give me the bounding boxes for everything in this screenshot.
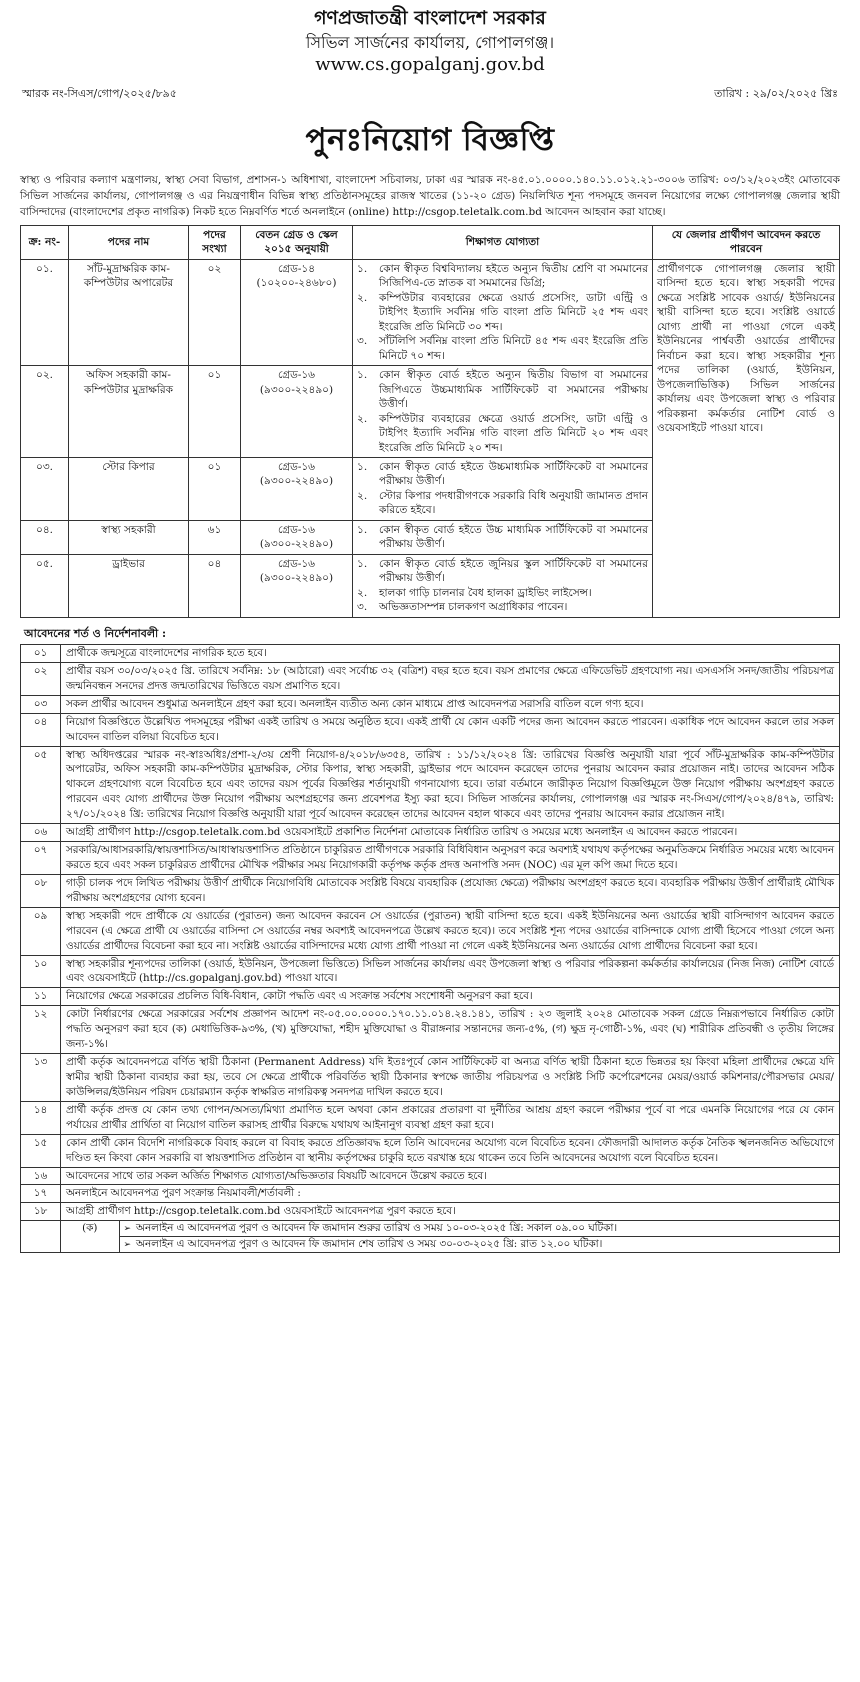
condition-row [21, 713, 840, 746]
post-name: স্বাস্থ্য সহকারী [69, 520, 189, 554]
condition-number: ০৬ [21, 824, 61, 842]
condition-text: কোটা নির্ধারণের ক্ষেত্রে সরকারের সর্বশেষ প্রজ্ঞাপন আদেশ নং-০৫.০০.০০০০.১৭০.১১.০১৪.২৪.১৪১, তারিখ : ২৩ জুলাই ২০২৪ মোতাবেক সকল গ্রেডে নিম্নরূপভাবে নির্ধারিত কোটা পদ্ধতি অনুসরণ করা হবে (ক) মেধাভিত্তিক-৯৩%, (খ) মুক্তিযোদ্ধা, শহীদ মুক্তিযোদ্ধা ও বীরাঙ্গনার সন্তানদের জন্য-৫%, (গ) ক্ষুদ্র নৃ-গোষ্ঠী-১%, এবং (ঘ) শারীরিক প্রতিবন্ধী ও তৃতীয় লিঙ্গের জন্য-১%। [61, 1006, 840, 1054]
pay-grade-cell [241, 366, 353, 458]
condition-number: ১০ [21, 955, 61, 988]
condition-text: সকল প্রার্থীর আবেদন শুধুমাত্র অনলাইনে গ্রহণ করা হবে। অনলাইন ব্যতীত অন্য কোন মাধ্যমে প্রাপ্ত আবেদনপত্র সরাসরি বাতিল বলে গণ্য হবে। [61, 695, 840, 713]
condition-text: নিয়োগ বিজ্ঞপ্তিতে উল্লেখিত পদসমূহের পরীক্ষা একই তারিখ ও সময়ে অনুষ্ঠিত হবে। একই প্রার্থী যে কোন একটি পদের জন্য আবেদন করতে পারবেন। একাধিক পদে আবেদন করলে তার সকল আবেদন বাতিল বলিয়া বিবেচিত হবে। [61, 713, 840, 746]
col-post-name: পদের নাম [69, 225, 189, 259]
col-qualification: শিক্ষাগত যোগ্যতা [353, 225, 653, 259]
post-name: স্টোর কিপার [69, 457, 189, 520]
qualification-text: স্টোর কিপার পদধারীগণকে সরকারি বিধি অনুযায়ী জামানত প্রদান করিতে হইবে। [379, 489, 648, 517]
qualification-text: কোন স্বীকৃত বোর্ড হইতে উচ্চ মাধ্যমিক সার্টিফিকেট বা সমমানের পরীক্ষায় উত্তীর্ণ। [379, 523, 648, 551]
qualification-text: কোন স্বীকৃত বোর্ড হইতে উচ্চমাধ্যমিক সার্টিফিকেট বা সমমানের পরীক্ষায় উত্তীর্ণ। [379, 460, 648, 488]
condition-row [21, 824, 840, 842]
condition-number: ১৫ [21, 1134, 61, 1167]
condition-number: ০৭ [21, 842, 61, 875]
schedule-number-cell [21, 1221, 61, 1253]
notice-date: তারিখ : ২৯/০২/২০২৫ খ্রিঃ [714, 86, 838, 100]
letterhead [20, 6, 840, 78]
post-serial: ০৫. [21, 554, 69, 617]
qualification-text: কোন স্বীকৃত বিশ্ববিদ্যালয় হইতে অন্যুন দ্বিতীয় শ্রেণি বা সমমানের সিজিপিএ-তে স্নাতক বা সমমানের ডিগ্রি; [379, 262, 648, 290]
qualification-cell [353, 259, 653, 365]
qualification-text: কোন স্বীকৃত বোর্ড হইতে অন্যুন দ্বিতীয় বিভাগ বা সমমানের জিপিএতে উচ্চমাধ্যমিক সার্টিফিকেট বা সমমানের পরীক্ষায় উত্তীর্ণ। [379, 369, 648, 411]
col-serial: ক্র: নং- [21, 225, 69, 259]
qualification-text: সাঁটলিপি সর্বনিম্ন বাংলা প্রতি মিনিটে ৪৫ শব্দ এবং ইংরেজি প্রতি মিনিটে ৭০ শব্দ। [379, 335, 648, 362]
website-link[interactable]: www.cs.gopalganj.gov.bd [315, 54, 545, 76]
pay-scale: (৯৩০০-২২৪৯০) [259, 538, 334, 551]
condition-number: ১৩ [21, 1054, 61, 1102]
table-row [21, 259, 840, 365]
conditions-heading: আবেদনের শর্ত ও নির্দেশনাবলী : [24, 626, 167, 640]
condition-row [21, 874, 840, 907]
condition-text: আগ্রহী প্রার্থীগণ http://csgop.teletalk.com.bd ওয়েবসাইটে আবেদনপত্র পুরণ করতে হবে। [61, 1203, 840, 1221]
post-count: ০১ [189, 366, 241, 458]
schedule-row [21, 1221, 840, 1253]
office-name: সিভিল সার্জনের কার্যালয়, গোপালগঞ্জ। [305, 32, 555, 52]
pay-grade: গ্রেড-১৬ [277, 460, 316, 473]
posts-table [20, 225, 840, 618]
qualification-item [357, 368, 648, 411]
qualification-item [357, 523, 648, 552]
qualification-item [357, 489, 648, 518]
condition-text: আগ্রহী প্রার্থীগণ http://csgop.teletalk.com.bd ওয়েবসাইটে প্রকাশিত নির্দেশনা মোতাবেক নির্ধারিত তারিখ ও সময়ের মধ্যে অনলাইন এ আবেদন করতে পারবেন। [61, 824, 840, 842]
qualification-item [357, 412, 648, 455]
condition-text: স্বাস্থ্য সহকারী পদে প্রার্থীকে যে ওয়ার্ডের (পুরাতন) জন্য আবেদন করবেন সে ওয়ার্ডের (পুরাতন) স্থায়ী বাসিন্দা হতে হবে। একই ইউনিয়নের অন্য ওয়ার্ডের স্থায়ী বাসিন্দাগণ আবেদন করতে পারবেন (এ ক্ষেত্রে প্রার্থী যে ওয়ার্ডের বাসিন্দা সে ওয়ার্ডের নম্বর অবশ্যই আবেদনপত্রে উল্লেখ করতে হবে)। তবে সংশ্লিষ্ট শূন্য পদের ওয়ার্ডের বাসিন্দাকে যোগ্য প্রার্থী হিসেবে পাওয়া গেলে অন্য ওয়ার্ডের প্রার্থীদের বিবেচনা করা হবে না। সংশ্লিষ্ট ওয়ার্ডের বাসিন্দাদের মধ্যে যোগ্য প্রার্থী পাওয়া না গেলে একই ইউনিয়নের অন্য ওয়ার্ডের যোগ্য প্রার্থীদের বিবেচনা করা হবে। [61, 907, 840, 955]
qualification-text: কোন স্বীকৃত বোর্ড হইতে জুনিয়র স্কুল সার্টিফিকেট বা সমমানের পরীক্ষায় উত্তীর্ণ। [379, 557, 648, 585]
pay-grade-cell [241, 259, 353, 365]
col-eligible-district: যে জেলার প্রার্থীগণ আবেদন করতে পারবেন [653, 225, 840, 259]
qualification-cell [353, 366, 653, 458]
condition-text: গাড়ী চালক পদে লিখিত পরীক্ষায় উত্তীর্ণ প্রার্থীকে নিয়োগবিধি মোতাবেক সংশ্লিষ্ট বিষয়ে ব্যবহারিক (প্রযোজ্য ক্ষেত্রে) পরীক্ষায় অংশগ্রহণ করতে হবে। ব্যবহারিক পরীক্ষায় উত্তীর্ণ প্রার্থীরাই মৌখিক পরীক্ষায় অংশগ্রহণের যোগ্য হবেন। [61, 874, 840, 907]
qualification-number: ১. [357, 523, 368, 536]
condition-text: প্রার্থীকে জন্মসূত্রে বাংলাদেশের নাগরিক হতে হবে। [61, 645, 840, 663]
schedule-key: (ক) [61, 1221, 119, 1252]
post-serial: ০৪. [21, 520, 69, 554]
condition-row [21, 695, 840, 713]
condition-text: সরকারি/আধাসরকারি/স্বায়ত্তশাসিত/আধাস্বায়ত্তশাসিত প্রতিষ্ঠানে চাকুরিরত প্রার্থীগণকে সরকারি বিধিবিধান অনুসরণ করে অবশ্যই যথাযথ কর্তৃপক্ষের অনুমতিক্রমে নির্ধারিত সময়ের মধ্যে আবেদন করতে হবে এবং সকল চাকুরিরত প্রার্থীদের মৌখিক পরীক্ষার সময় নিয়োগকারী কর্তৃপক্ষ কর্তৃক প্রদত্ত অনাপত্তি সনদ (NOC) এর মূল কপি জমা দিতে হবে। [61, 842, 840, 875]
condition-number: ০৯ [21, 907, 61, 955]
condition-text: স্বাস্থ্য সহকারীর শূন্যপদের তালিকা (ওয়ার্ড, ইউনিয়ন, উপজেলা ভিত্তিতে) সিভিল সার্জনের কার্যালয় এবং উপজেলা স্বাস্থ্য ও পরিবার পরিকল্পনা কর্মকর্তার কার্যালয়ের (নিজ নিজ) নোটিশ বোর্ডে এবং ওয়েবসাইটে (http://cs.gopalganj.gov.bd) পাওয়া যাবে। [61, 955, 840, 988]
pay-scale: (৯৩০০-২২৪৯০) [259, 475, 334, 488]
condition-number: ০৪ [21, 713, 61, 746]
condition-text: নিয়োগের ক্ষেত্রে সরকারের প্রচলিত বিধি-বিধান, কোটা পদ্ধতি এবং এ সংক্রান্ত সর্বশেষ সংশোধনী অনুসরণ করা হবে। [61, 988, 840, 1006]
schedule-item-cell [119, 1237, 839, 1253]
schedule-text: অনলাইন এ আবেদনপত্র পুরণ ও আবেদন ফি জমাদান শুরুর তারিখ ও সময় ১০-০৩-২০২৫ খ্রি: সকাল ০৯.০০ ঘটিকা। [136, 1222, 618, 1235]
notice-title: পুনঃনিয়োগ বিজ্ঞপ্তি [305, 121, 555, 158]
condition-row [21, 1167, 840, 1185]
condition-row [21, 746, 840, 824]
qualification-cell [353, 520, 653, 554]
condition-row [21, 1185, 840, 1203]
condition-number: ১৭ [21, 1185, 61, 1203]
post-count: ৬১ [189, 520, 241, 554]
condition-text: অনলাইনে আবেদনপত্র পুরণ সংক্রান্ত নিয়মাবলী/শর্তাবলী : [61, 1185, 840, 1203]
pay-scale: (৯৩০০-২২৪৯০) [259, 572, 334, 585]
pay-grade-cell [241, 457, 353, 520]
qualification-cell [353, 554, 653, 617]
condition-row [21, 662, 840, 695]
schedule-item [61, 1221, 839, 1237]
qualification-cell [353, 457, 653, 520]
condition-text: প্রার্থী কর্তৃক আবেদনপত্রে বর্ণিত স্থায়ী ঠিকানা (Permanent Address) যদি ইতঃপূর্বে কোন সার্টিফিকেট বা অন্যত্র বর্ণিত স্থায়ী ঠিকানা হতে ভিন্নতর হয় কিংবা মহিলা প্রার্থীদের ক্ষেত্রে যদি স্বামীর স্থায়ী ঠিকানা ব্যবহার করা হয়, তবে সে ক্ষেত্রে প্রার্থীকে পরিবর্তিত স্থায়ী ঠিকানার স্বপক্ষে জাতীয় পরিচয়পত্র ও সংশ্লিষ্ট সিটি কর্পোরেশনের মেয়র/ওয়ার্ড কমিশনার/পৌরসভার মেয়র/কাউন্সিলর/ইউনিয়ন পরিষদ চেয়ারম্যান কর্তৃক স্বাক্ষরিত নাগরিকত্ব সনদপত্র দাখিল করতে হবে। [61, 1054, 840, 1102]
qualification-item [357, 262, 648, 291]
arrow-bullet-icon: ➢ [123, 1224, 132, 1235]
condition-row [21, 645, 840, 663]
condition-number: ১১ [21, 988, 61, 1006]
qualification-list [357, 523, 648, 552]
intro-paragraph: স্বাস্থ্য ও পরিবার কল্যাণ মন্ত্রণালয়, স্বাস্থ্য সেবা বিভাগ, প্রশাসন-১ অধিশাখা, বাংলাদেশ সচিবালয়, ঢাকা এর স্মারক নং-৪৫.০১.০০০০.১৪০.১১.০১২.২১-৩০০৬ তারিখ: ০৩/১২/২০২৩ইং মোতাবেক সিভিল সার্জনের কার্যালয়, গোপালগঞ্জ ও এর নিয়ন্ত্রণাধীন বিভিন্ন স্বাস্থ্য প্রতিষ্ঠানসমূহের রাজস্ব খাতের (১১-২০ গ্রেড) নিয়লিখিত শূন্য পদসমূহে জনবল নিয়োগের লক্ষ্যে গোপালগঞ্জ জেলার স্থায়ী বাসিন্দাদের (বাংলাদেশের প্রকৃত নাগরিক) নিকট হতে নিম্নবর্ণিত শর্তে অনলাইনে (online) http://csgop.teletalk.com.bd আবেদন আহবান করা যাচ্ছে। [20, 174, 840, 218]
schedule-item [61, 1237, 839, 1253]
qualification-item [357, 586, 648, 600]
post-serial: ০২. [21, 366, 69, 458]
qualification-number: ২. [357, 412, 368, 425]
post-serial: ০৩. [21, 457, 69, 520]
qualification-list [357, 368, 648, 455]
qualification-text: কম্পিউটার ব্যবহারের ক্ষেত্রে ওয়ার্ড প্রসেসিং, ডাটা এন্ট্রি ও টাইপিং ইত্যাদি সর্বনিম্ন গতি বাংলা প্রতি মিনিটে ২৫ শব্দ এবং ইংরেজি প্রতি মিনিটে ৩০ শব্দ। [379, 291, 648, 333]
condition-number: ০২ [21, 662, 61, 695]
pay-grade: গ্রেড-১৬ [277, 369, 316, 382]
condition-number: ১৪ [21, 1101, 61, 1134]
condition-text: প্রার্থীর বয়স ৩০/০৩/২০২৫ খ্রি. তারিখে সর্বনিম্ন: ১৮ (আঠারো) এবং সর্বোচ্চ ৩২ (বত্রিশ) বছর হতে হবে। বয়স প্রমাণের ক্ষেত্রে এফিডেভিট গ্রহণযোগ্য নয়। এসএসসি সনদ/জাতীয় পরিচয়পত্র জন্মনিবন্ধন সনদের প্রদত্ত জন্মতারিখের ভিত্তিতে বয়স প্রমাণিত হবে। [61, 662, 840, 695]
condition-text: কোন প্রার্থী কোন বিদেশি নাগরিককে বিবাহ করলে বা বিবাহ করতে প্রতিজ্ঞাবদ্ধ হলে তিনি আবেদনের অযোগ্য বলে বিবেচিত হবেন। ফৌজদারী আদালত কর্তৃক নৈতিক স্খলনজনিত অভিযোগে দণ্ডিত হন কিংবা কোন সরকারি বা স্বায়ত্তশাসিত প্রতিষ্ঠান বা স্থানীয় কর্তৃপক্ষের চাকুরি হতে বরখাস্ত হয়ে থাকেন তবে তিনি আবেদনের অযোগ্য বলে বিবেচিত হবেন। [61, 1134, 840, 1167]
qualification-number: ২. [357, 586, 368, 599]
condition-number: ১৮ [21, 1203, 61, 1221]
condition-row [21, 1006, 840, 1054]
pay-grade: গ্রেড-১৬ [277, 523, 316, 536]
qualification-item [357, 291, 648, 334]
pay-grade: গ্রেড-১৬ [277, 557, 316, 570]
post-name: সাঁট-মুদ্রাক্ষরিক কাম-কম্পিউটার অপারেটর [69, 259, 189, 365]
qualification-number: ১. [357, 557, 368, 570]
qualification-number: ১. [357, 262, 368, 275]
eligible-district-note: প্রার্থীগণকে গোপালগঞ্জ জেলার স্থায়ী বাসিন্দা হতে হবে। স্বাস্থ্য সহকারী পদের ক্ষেত্রে সংশ্লিষ্ট সাবেক ওয়ার্ড/ ইউনিয়নের স্থায়ী বাসিন্দা হতে হবে। সংশ্লিষ্ট ওয়ার্ডে যোগ্য প্রার্থী না পাওয়া গেলে একই ইউনিয়নের পার্শ্ববর্তী ওয়ার্ডের প্রার্থীদের নির্বাচন করা হবে। স্বাস্থ্য সহকারীর শূন্য পদের তালিকা (ওয়ার্ড, ইউনিয়ন, উপজেলাভিত্তিক) সিভিল সার্জনের কার্যালয় এবং উপজেলা স্বাস্থ্য ও পরিবার পরিকল্পনা কর্মকর্তার নোটিশ বোর্ড ও ওয়েবসাইটে পাওয়া যাবে। [653, 259, 840, 617]
qualification-number: ২. [357, 489, 368, 502]
qualification-list [357, 557, 648, 615]
qualification-number: ৩. [357, 335, 368, 348]
col-post-count: পদের সংখ্যা [189, 225, 241, 259]
condition-number: ০৮ [21, 874, 61, 907]
qualification-text: হালকা গাড়ি চালনার বৈধ হালকা ড্রাইভিং লাইসেন্স। [379, 586, 592, 599]
pay-grade-cell [241, 520, 353, 554]
condition-row [21, 1134, 840, 1167]
qualification-number: ৩. [357, 601, 368, 614]
post-name: অফিস সহকারী কাম-কম্পিউটার মুদ্রাক্ষরিক [69, 366, 189, 458]
schedule-text: অনলাইন এ আবেদনপত্র পুরণ ও আবেদন ফি জমাদান শেষ তারিখ ও সময় ৩০-০৩-২০২৫ খ্রি: রাত ১২.০০ ঘটিকা। [136, 1238, 603, 1251]
arrow-bullet-icon: ➢ [123, 1240, 132, 1251]
qualification-item [357, 334, 648, 363]
government-name: গণপ্রজাতন্ত্রী বাংলাদেশ সরকার [314, 7, 546, 29]
col-pay-grade: বেতন গ্রেড ও স্কেল ২০১৫ অনুযায়ী [241, 225, 353, 259]
condition-row [21, 1054, 840, 1102]
qualification-number: ২. [357, 291, 368, 304]
condition-row [21, 1203, 840, 1221]
condition-row [21, 988, 840, 1006]
condition-number: ১২ [21, 1006, 61, 1054]
post-serial: ০১. [21, 259, 69, 365]
condition-row [21, 907, 840, 955]
memo-number: স্মারক নং-সিএস/গোপ/২০২৫/৮৯৫ [22, 86, 177, 100]
qualification-text: কম্পিউটার ব্যবহারের ক্ষেত্রে ওয়ার্ড প্রসেসিং, ডাটা এন্ট্রি ও টাইপিং ইত্যাদি সর্বনিম্ন গতি বাংলা প্রতি মিনিটে ২০ শব্দ এবং ইংরেজি প্রতি মিনিটে ২০ শব্দ। [379, 412, 648, 454]
posts-table-header [21, 225, 840, 259]
condition-text: স্বাস্থ্য অধিদপ্তরের স্মারক নং-স্বাঃঅধিঃ/প্রশা-২/৩য় শ্রেণী নিয়োগ-৪/২০১৮/৬৩৫৪, তারিখ : ১১/১২/২০২৪ খ্রি: তারিখের বিজ্ঞপ্তি অনুযায়ী যারা পূর্বে সাঁট-মুদ্রাক্ষরিক কাম-কম্পিউটার অপারেটর, অফিস সহকারী কাম-কম্পিউটার মুদ্রাক্ষরিক, স্টোর কিপার, স্বাস্থ্য সহকারী, ড্রাইভার পদে আবেদন করেছেন তাদের পুনরায় আবেদন করার প্রয়োজন নাই। তাদের আবেদন সঠিক থাকলে গ্রহণযোগ্য বলে বিবেচিত হবে এবং তাদের বয়স পূর্বের বিজ্ঞপ্তির শর্তানুযায়ী গণনাযোগ্য হবে। তারা বর্তমানে জারীকৃত নিয়োগ বিজ্ঞপ্তিমূলে উক্ত নিয়োগ পরীক্ষায় অংশগ্রহণ করতে পারবেন এবং যোগ্য প্রার্থীদের উক্ত নিয়োগ পরীক্ষায় অংশগ্রহণের জন্য প্রবেশপত্র ইস্যু করা হবে। সিভিল সার্জনের কার্যালয়, গোপালগঞ্জ এর স্মারক নং-সিএস/গোপ/২০২৪/৪৭৯, তারিখ: ২৭/০১/২০২৪ খ্রি: তারিখের নিয়োগ বিজ্ঞপ্তি অনুযায়ী যারা পূর্বে আবেদন করেছেন তাদের আবেদন বহাল থাকবে এবং তাদের পুনরায় আবেদন করার প্রয়োজন নাই। [61, 746, 840, 824]
condition-number: ০১ [21, 645, 61, 663]
qualification-item [357, 600, 648, 614]
pay-scale: (৯৩০০-২২৪৯০) [259, 383, 334, 396]
qualification-text: অভিজ্ঞতাসম্পন্ন চালকগণ অগ্রাধিকার পাবেন। [379, 601, 568, 614]
condition-row [21, 1101, 840, 1134]
qualification-number: ১. [357, 369, 368, 382]
qualification-list [357, 460, 648, 518]
conditions-table [20, 644, 840, 1253]
pay-scale: (১০২০০-২৪৬৮০) [256, 277, 337, 290]
schedule-item-cell [119, 1221, 839, 1237]
qualification-number: ১. [357, 460, 368, 473]
condition-row [21, 842, 840, 875]
condition-text: প্রার্থী কর্তৃক প্রদত্ত যে কোন তথ্য গোপন/অসত্য/মিথ্যা প্রমাণিত হলে অথবা কোন প্রকারের প্রতারণা বা দুর্নীতির আশ্রয় গ্রহণ করলে পরীক্ষার পূর্বে বা পরে এমনকি নিয়োগের পরে যে কোন পর্যায়ের প্রার্থীর প্রার্থিতা বা নিয়োগ বাতিল করাসহ প্রার্থীর বিরুদ্ধে যথাযথ আইনানুগ ব্যবস্থা গ্রহণ করা হবে। [61, 1101, 840, 1134]
post-name: ড্রাইভার [69, 554, 189, 617]
post-count: ০২ [189, 259, 241, 365]
qualification-item [357, 460, 648, 489]
condition-number: ১৬ [21, 1167, 61, 1185]
condition-number: ০৩ [21, 695, 61, 713]
condition-row [21, 955, 840, 988]
post-count: ০৪ [189, 554, 241, 617]
pay-grade-cell [241, 554, 353, 617]
pay-grade: গ্রেড-১৪ [277, 262, 316, 275]
reference-row [20, 86, 840, 101]
condition-number: ০৫ [21, 746, 61, 824]
schedule-table [61, 1221, 839, 1252]
condition-text: আবেদনের সাথে তার সকল অর্জিত শিক্ষাগত যোগ্যতা/অভিজ্ঞতার বিষয়টি আবেদনে উল্লেখ করতে হবে। [61, 1167, 840, 1185]
qualification-list [357, 262, 648, 363]
post-count: ০১ [189, 457, 241, 520]
schedule-cell [61, 1221, 840, 1253]
qualification-item [357, 557, 648, 586]
